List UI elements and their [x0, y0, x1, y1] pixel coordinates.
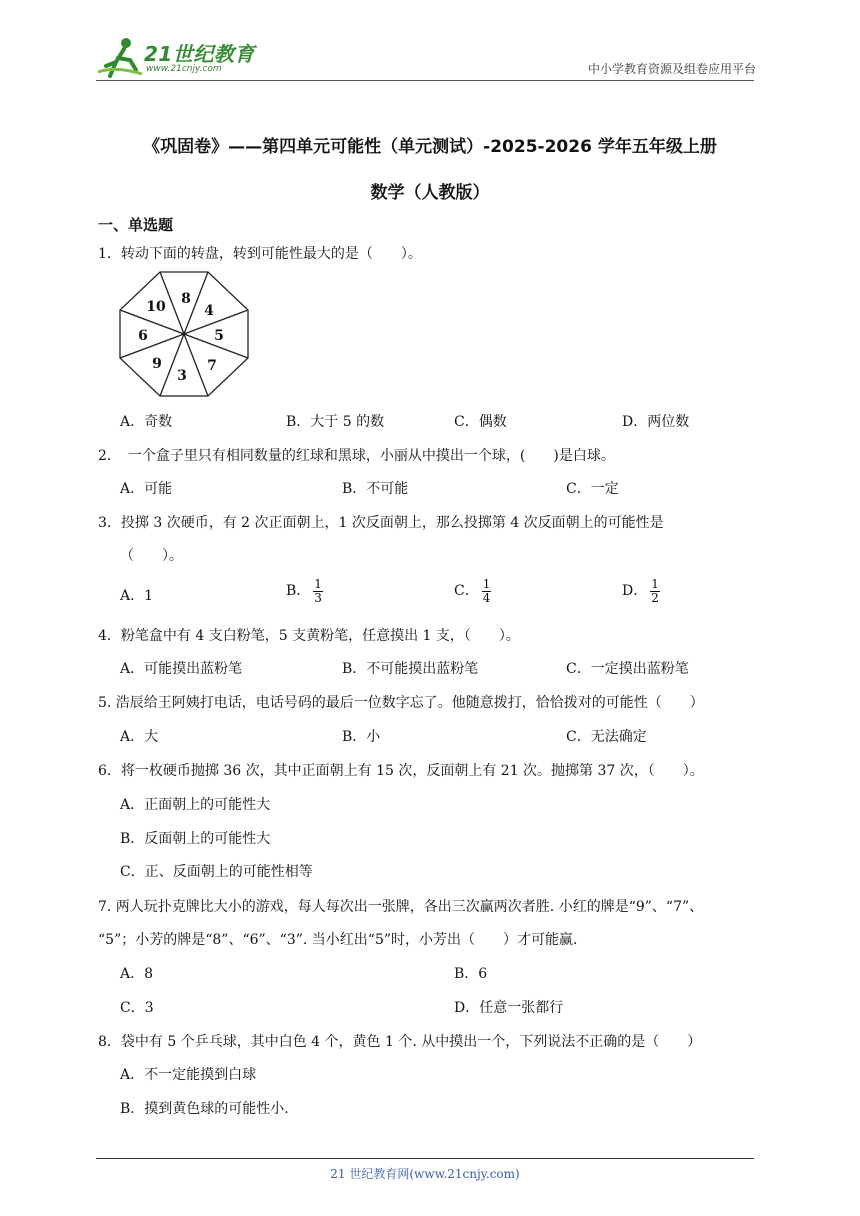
- question-3-stem: 3．投掷 3 次硬币，有 2 次正面朝上，1 次反面朝上，那么投掷第 4 次反面朝上的可能性是: [98, 515, 664, 531]
- header-divider: [96, 80, 754, 81]
- logo-url: www.21cnjy.com: [146, 64, 222, 74]
- q8-option-a: A．不一定能摸到白球: [120, 1067, 257, 1083]
- q3-option-b: [286, 578, 323, 604]
- question-8-stem: 8．袋中有 5 个乒乓球，其中白色 4 个，黄色 1 个. 从中摸出一个，下列说法不正确的是（ ）: [98, 1034, 702, 1050]
- q3-option-a: A．1: [120, 588, 154, 604]
- q6-option-b: B．反面朝上的可能性大: [120, 831, 271, 847]
- spinner-number: 5: [214, 328, 224, 344]
- question-7-stem: 7. 两人玩扑克牌比大小的游戏，每人每次出一张牌，各出三次赢两次者胜. 小红的牌是“9”、“7”、: [98, 899, 704, 915]
- q2-option-a: A．可能: [120, 481, 173, 497]
- spinner-number: 6: [138, 328, 148, 344]
- spinner-number: 10: [146, 299, 166, 315]
- question-3-stem-cont: （ ）。: [120, 548, 183, 564]
- q6-option-a: A．正面朝上的可能性大: [120, 797, 271, 813]
- page-title-line1: 《巩固卷》——第四单元可能性（单元测试）-2025-2026 学年五年级上册: [143, 137, 717, 157]
- spinner-number: 8: [181, 291, 191, 307]
- q4-option-a: A．可能摸出蓝粉笔: [120, 661, 243, 677]
- question-6-stem: 6．将一枚硬币抛掷 36 次，其中正面朝上有 15 次，反面朝上有 21 次。抛掷第 37 次，（ ）。: [98, 763, 704, 779]
- question-4-stem: 4．粉笔盒中有 4 支白粉笔，5 支黄粉笔，任意摸出 1 支，（ ）。: [98, 628, 520, 644]
- question-5-stem: 5. 浩辰给王阿姨打电话，电话号码的最后一位数字忘了。他随意拨打，恰恰拨对的可能性（ ）: [98, 695, 704, 711]
- q5-option-a: A．大: [120, 729, 159, 745]
- spinner-number: 7: [207, 358, 217, 374]
- q7-option-b: B．6: [454, 966, 488, 982]
- q4-option-c: C．一定摸出蓝粉笔: [566, 661, 689, 677]
- q6-option-c: C．正、反面朝上的可能性相等: [120, 864, 313, 880]
- page-title-line2: 数学（人教版）: [370, 183, 490, 203]
- question-1-stem: 1．转动下面的转盘，转到可能性最大的是（ ）。: [98, 246, 422, 262]
- question-7-stem-cont: “5”；小芳的牌是“8”、“6”、“3”. 当小红出“5”时，小芳出（ ）才可能赢.: [98, 932, 578, 948]
- footer-divider: [96, 1158, 754, 1159]
- question-2-stem: 2． 一个盒子里只有相同数量的红球和黑球，小丽从中摸出一个球，( )是白球。: [98, 448, 615, 464]
- logo-text: 21世纪教育: [144, 42, 255, 66]
- q2-option-b: B．不可能: [342, 481, 409, 497]
- option-letter: B．: [286, 583, 311, 600]
- q3-option-d: [622, 578, 660, 604]
- q1-option-a: A．奇数: [120, 414, 173, 430]
- q4-option-b: B．不可能摸出蓝粉笔: [342, 661, 479, 677]
- runner-logo-icon: [96, 36, 146, 80]
- fraction: $\frac{1}{4}$: [482, 577, 491, 605]
- footer-link[interactable]: 21 世纪教育网(www.21cnjy.com): [330, 1167, 520, 1181]
- q5-option-b: B．小: [342, 729, 381, 745]
- spinner-number: 4: [204, 303, 214, 319]
- q7-option-c: C．3: [120, 1000, 154, 1016]
- platform-name: 中小学教育资源及组卷应用平台: [587, 62, 756, 76]
- q3-option-c: [454, 578, 491, 604]
- spinner-number: 3: [177, 368, 187, 384]
- option-letter: C．: [454, 583, 479, 600]
- section-heading: 一、单选题: [98, 216, 174, 234]
- q7-option-d: D．任意一张都行: [454, 1000, 564, 1016]
- q8-option-b: B．摸到黄色球的可能性小.: [120, 1101, 289, 1117]
- option-letter: D．: [622, 583, 648, 600]
- fraction: $\frac{1}{2}$: [651, 577, 659, 605]
- q1-option-c: C．偶数: [454, 414, 507, 430]
- spinner-number: 9: [152, 356, 162, 372]
- spinner-diagram: [116, 270, 252, 400]
- q1-option-d: D．两位数: [622, 414, 690, 430]
- q2-option-c: C．一定: [566, 481, 619, 497]
- q7-option-a: A．8: [120, 966, 154, 982]
- fraction: $\frac{1}{3}$: [314, 577, 322, 605]
- q1-option-b: B．大于 5 的数: [286, 414, 385, 430]
- q5-option-c: C．无法确定: [566, 729, 647, 745]
